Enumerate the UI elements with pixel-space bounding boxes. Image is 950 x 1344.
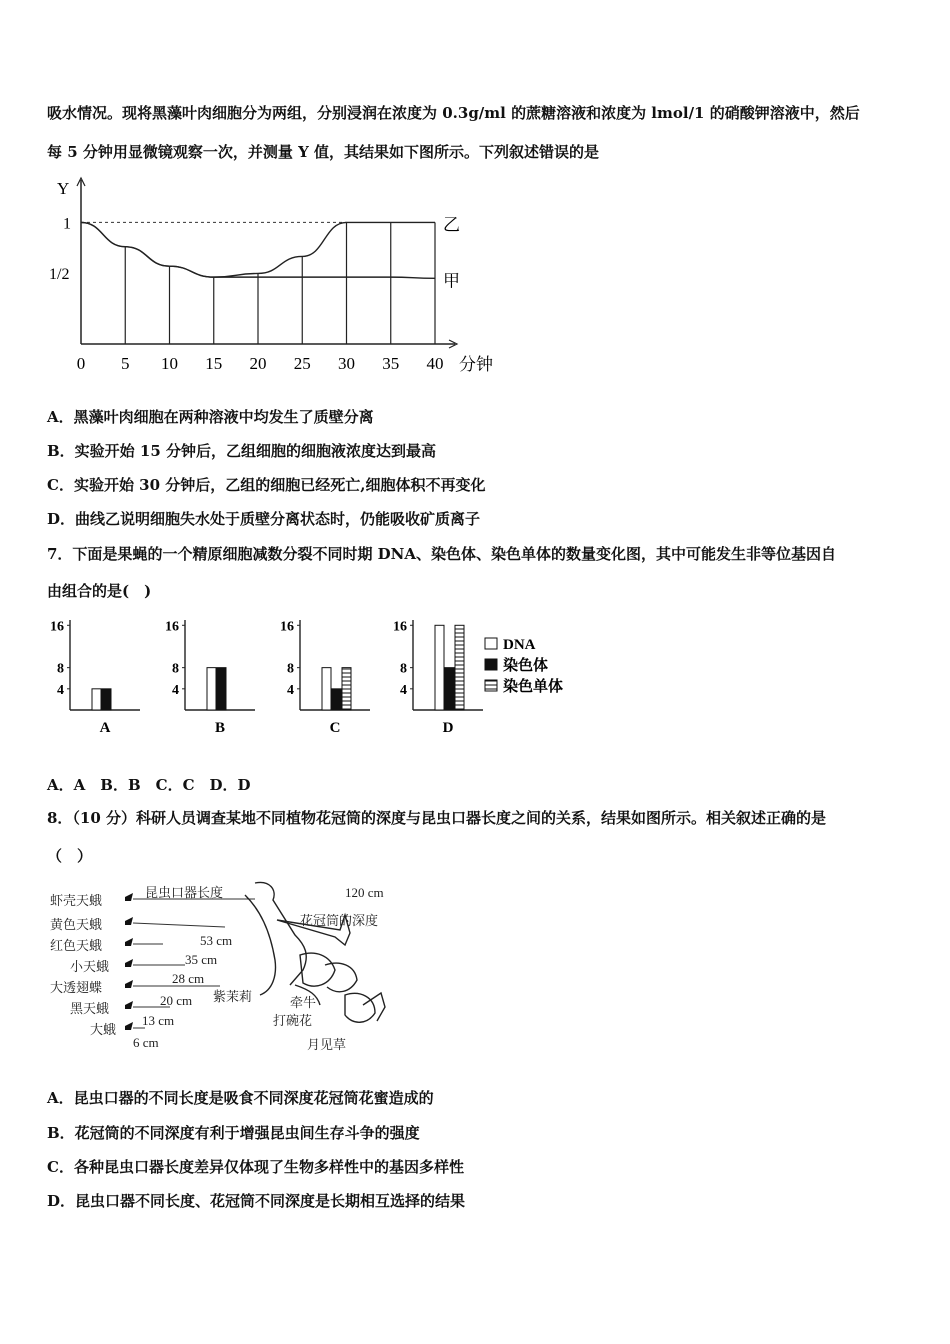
y-tick-label: 16 xyxy=(50,619,64,635)
osmosis-line-chart xyxy=(45,172,515,387)
moth-icon xyxy=(125,959,133,967)
y-tick-label: 8 xyxy=(172,661,179,677)
moth-icon xyxy=(125,980,133,988)
mouthpart-length-label: 昆虫口器长度 xyxy=(145,885,224,900)
insect-flower-figure xyxy=(45,875,415,1060)
y-tick-label: 8 xyxy=(400,661,407,677)
moth-icon xyxy=(125,917,133,925)
q8-option-b: B．花冠筒的不同深度有利于增强昆虫间生存斗争的强度 xyxy=(47,1124,420,1142)
legend-label: 染色单体 xyxy=(503,679,564,695)
q6-option-b: B．实验开始 15 分钟后，乙组细胞的细胞液浓度达到最高 xyxy=(47,442,436,460)
bar-染色体 xyxy=(445,668,454,710)
y-tick-label: 16 xyxy=(393,619,407,635)
moth-icon xyxy=(125,938,133,946)
flower-bloom xyxy=(325,963,357,992)
q8-option-a: A．昆虫口器的不同长度是吸食不同深度花冠筒花蜜造成的 xyxy=(47,1089,434,1107)
flower-label: 紫茉莉 xyxy=(213,989,253,1004)
q6-option-c: C．实验开始 30 分钟后，乙组的细胞已经死亡,细胞体积不再变化 xyxy=(47,476,486,494)
q8-option-d: D．昆虫口器不同长度、花冠筒不同深度是长期相互选择的结果 xyxy=(47,1192,466,1210)
bar-panel-D xyxy=(393,619,483,736)
legend-swatch xyxy=(485,680,497,691)
bar-panel-B xyxy=(165,619,255,736)
x-tick-label: 15 xyxy=(205,354,223,373)
bar-染色体 xyxy=(332,689,341,710)
bar-DNA xyxy=(207,668,216,710)
series-line-jia xyxy=(81,222,435,278)
insect-label: 小天蛾 xyxy=(70,959,110,974)
x-tick-label: 40 xyxy=(426,354,444,373)
bar-染色单体 xyxy=(342,668,351,710)
legend-swatch xyxy=(485,638,497,649)
flower-bloom xyxy=(345,993,375,1022)
meiosis-bar-charts xyxy=(45,612,605,742)
series-label: 甲 xyxy=(443,271,460,291)
x-tick-label: 20 xyxy=(249,354,267,373)
line-chart-axes xyxy=(77,178,457,348)
y-tick-label: 4 xyxy=(57,682,64,698)
flower-label: 牵牛 xyxy=(290,995,317,1010)
flower-depth-label: 花冠筒的深度 xyxy=(300,913,379,928)
q8-option-c: C．各种昆虫口器长度差异仅体现了生物多样性中的基因多样性 xyxy=(47,1158,464,1176)
q8-stem-line2: （ ） xyxy=(47,847,93,865)
line-chart-series xyxy=(81,222,435,278)
bar-染色体 xyxy=(102,689,111,710)
x-tick-label: 35 xyxy=(382,354,400,373)
q7-options: A．A B．B C．C D．D xyxy=(47,776,251,794)
bar-染色单体 xyxy=(455,625,464,710)
series-label: 乙 xyxy=(443,215,460,235)
x-tick-label: 10 xyxy=(161,354,178,373)
y-tick-label: 8 xyxy=(287,661,294,677)
y-tick-label: 16 xyxy=(165,619,179,635)
y-tick-label: 4 xyxy=(172,682,179,698)
q6-intro-line1: 吸水情况。现将黑藻叶肉细胞分为两组，分别浸润在浓度为 0.3g/ml 的蔗糖溶液和浓度为 lmol/1 的硝酸钾溶液中，然后 xyxy=(47,104,860,122)
length-label: 53 cm xyxy=(200,933,233,948)
q6-option-d: D．曲线乙说明细胞失水处于质壁分离状态时，仍能吸收矿质离子 xyxy=(47,510,481,528)
insect-label: 红色天蛾 xyxy=(50,938,103,953)
q8-stem-line1: 8．（10 分）科研人员调查某地不同植物花冠筒的深度与昆虫口器长度之间的关系，结果如图所示。相关叙述正确的是 xyxy=(47,809,827,827)
insect-label: 黄色天蛾 xyxy=(50,917,103,932)
length-label: 20 cm xyxy=(160,993,193,1008)
legend-swatch xyxy=(485,659,497,670)
length-label: 35 cm xyxy=(185,952,218,967)
series-line-yi xyxy=(81,222,435,277)
bar-panel-A xyxy=(50,619,140,736)
insect-label: 黑天蛾 xyxy=(70,1001,110,1016)
length-label: 6 cm xyxy=(133,1035,159,1050)
q6-option-a: A．黑藻叶肉细胞在两种溶液中均发生了质壁分离 xyxy=(47,408,374,426)
moth-icon xyxy=(125,1001,133,1009)
category-label: D xyxy=(442,720,454,736)
q7-stem-line1: 7．下面是果蝇的一个精原细胞减数分裂不同时期 DNA、染色体、染色单体的数量变化图，其中可能发生非等位基因自 xyxy=(47,545,837,563)
x-tick-label: 30 xyxy=(338,354,355,373)
length-label: 120 cm xyxy=(345,885,384,900)
category-label: A xyxy=(99,720,111,736)
x-tick-label: 5 xyxy=(121,354,130,373)
bar-DNA xyxy=(92,689,101,710)
bar-chart-legend xyxy=(485,637,563,695)
q7-stem-line2: 由组合的是( ) xyxy=(47,582,152,600)
moth-icon xyxy=(125,1022,133,1030)
bar-DNA xyxy=(322,668,331,710)
flower-tube-large xyxy=(255,882,306,985)
bar-chart-panels xyxy=(50,619,483,736)
moth-icon xyxy=(125,893,133,901)
insect-label: 大蛾 xyxy=(90,1022,117,1037)
line-chart-gridlines xyxy=(81,222,435,344)
y-tick-label: 4 xyxy=(400,682,407,698)
insect-label: 虾壳天蛾 xyxy=(50,893,103,908)
y-axis-label: Y xyxy=(57,179,70,198)
length-label: 28 cm xyxy=(172,971,205,986)
flower-label: 月见草 xyxy=(307,1037,347,1052)
flower-petal xyxy=(245,895,275,995)
x-axis-label: 分钟 xyxy=(459,355,493,374)
y-tick-label: 1 xyxy=(63,215,71,233)
y-tick-label: 8 xyxy=(57,661,64,677)
flower-label: 打碗花 xyxy=(273,1013,313,1028)
category-label: B xyxy=(214,720,226,736)
bar-染色体 xyxy=(217,668,226,710)
y-tick-label: 16 xyxy=(280,619,294,635)
x-tick-label: 0 xyxy=(76,354,86,373)
y-tick-label: 4 xyxy=(287,682,294,698)
bar-panel-C xyxy=(280,619,370,736)
flower-bloom xyxy=(300,953,335,986)
y-tick-label: 1/2 xyxy=(49,266,70,284)
q6-intro-line2: 每 5 分钟用显微镜观察一次，并测量 Y 值，其结果如下图所示。下列叙述错误的是 xyxy=(47,143,600,161)
category-label: C xyxy=(329,720,341,736)
length-label: 13 cm xyxy=(142,1013,175,1028)
insect-label: 大透翅蝶 xyxy=(50,980,103,995)
x-tick-label: 25 xyxy=(293,354,311,373)
moth-icons xyxy=(125,893,133,1030)
bar-DNA xyxy=(435,625,444,710)
legend-label: 染色体 xyxy=(503,658,549,674)
legend-label: DNA xyxy=(503,637,536,653)
